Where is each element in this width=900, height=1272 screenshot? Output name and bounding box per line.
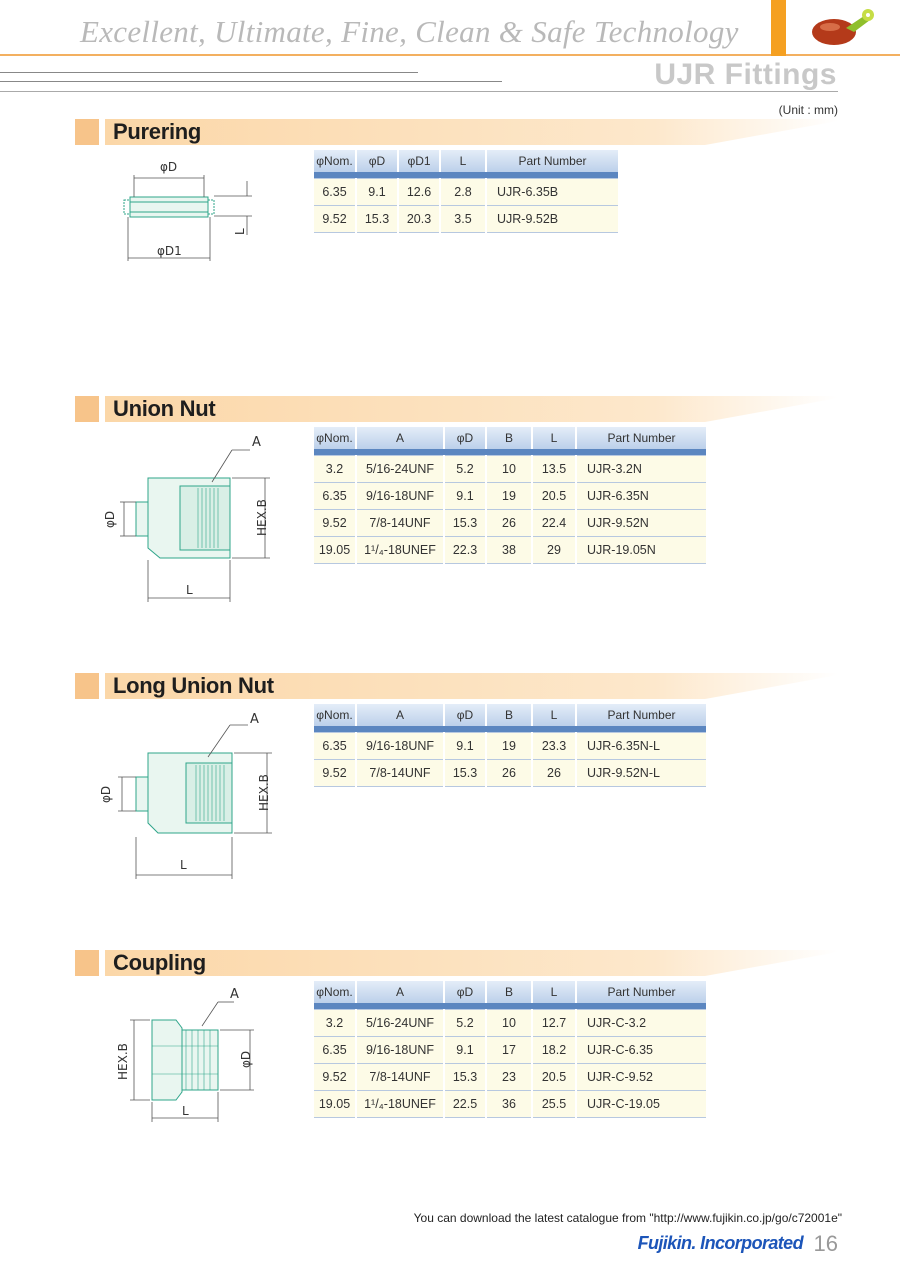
page-number: 16 xyxy=(813,1231,838,1256)
table-cell: 15.3 xyxy=(444,759,486,786)
table-cell: 20.3 xyxy=(398,205,440,232)
header-rule-right xyxy=(786,54,900,56)
label-a: A xyxy=(250,712,259,727)
column-header: φNom. xyxy=(314,427,356,449)
table-header-row xyxy=(314,704,706,726)
label-hex: HEX.B xyxy=(116,1043,130,1080)
column-header: φD1 xyxy=(398,150,440,172)
footer-download-note: You can download the latest catalogue from "http://www.fujikin.co.jp/go/c72001e" xyxy=(413,1211,842,1225)
table-header-row xyxy=(314,427,706,449)
label-l: L xyxy=(233,228,247,235)
table-cell: 20.5 xyxy=(532,482,576,509)
table-cell: 9.1 xyxy=(444,732,486,759)
label-l: L xyxy=(180,858,187,872)
table-cell: UJR-6.35N-L xyxy=(576,732,706,759)
table-cell: 13.5 xyxy=(532,455,576,482)
table-cell: 7/8-14UNF xyxy=(356,759,444,786)
table-row xyxy=(314,732,706,759)
table-cell: 5/16-24UNF xyxy=(356,455,444,482)
table-cell: 6.35 xyxy=(314,732,356,759)
label-d1: φD1 xyxy=(157,244,182,258)
table-cell: 26 xyxy=(486,509,532,536)
column-header: Part Number xyxy=(576,981,706,1003)
table-cell: 36 xyxy=(486,1090,532,1117)
page-title: UJR Fittings xyxy=(654,58,837,91)
table-row xyxy=(314,178,618,205)
table-cell: 22.4 xyxy=(532,509,576,536)
table-cell: 6.35 xyxy=(314,482,356,509)
section-title: Union Nut xyxy=(113,396,216,421)
table-cell: UJR-19.05N xyxy=(576,536,706,563)
table-cell: 6.35 xyxy=(314,1036,356,1063)
table-cell: UJR-3.2N xyxy=(576,455,706,482)
table-cell: UJR-C-19.05 xyxy=(576,1090,706,1117)
column-header: φNom. xyxy=(314,704,356,726)
column-header: B xyxy=(486,427,532,449)
section-union-nut xyxy=(75,394,840,424)
column-header: φD xyxy=(444,981,486,1003)
table-cell: 23.3 xyxy=(532,732,576,759)
table-row xyxy=(314,509,706,536)
table-cell: 19 xyxy=(486,482,532,509)
table-cell: 17 xyxy=(486,1036,532,1063)
union-nut-table xyxy=(314,427,706,564)
table-cell: 9/16-18UNF xyxy=(356,1036,444,1063)
label-l: L xyxy=(186,583,193,597)
label-d: φD xyxy=(103,510,117,528)
section-long-union-nut xyxy=(75,671,840,701)
column-header: Part Number xyxy=(486,150,618,172)
section-coupling xyxy=(75,948,840,978)
column-header: Part Number xyxy=(576,427,706,449)
table-cell: 19.05 xyxy=(314,1090,356,1117)
table-cell: 9.52 xyxy=(314,509,356,536)
column-header: Part Number xyxy=(576,704,706,726)
table-cell: 5.2 xyxy=(444,1009,486,1036)
section-header xyxy=(75,671,840,701)
header-tagline: Excellent, Ultimate, Fine, Clean & Safe Technology xyxy=(80,14,739,49)
table-cell: 29 xyxy=(532,536,576,563)
section-purering xyxy=(75,117,840,147)
table-row xyxy=(314,1009,706,1036)
table-cell: 12.7 xyxy=(532,1009,576,1036)
table-cell: 5/16-24UNF xyxy=(356,1009,444,1036)
table-cell: UJR-6.35B xyxy=(486,178,618,205)
table-cell: 9/16-18UNF xyxy=(356,732,444,759)
table-cell: 25.5 xyxy=(532,1090,576,1117)
column-header: A xyxy=(356,981,444,1003)
label-l: L xyxy=(182,1104,189,1118)
table-cell: UJR-9.52N xyxy=(576,509,706,536)
label-a: A xyxy=(252,435,261,450)
table-cell: 6.35 xyxy=(314,178,356,205)
column-header: L xyxy=(532,981,576,1003)
table-cell: 2.8 xyxy=(440,178,486,205)
section-header xyxy=(75,948,840,978)
table-cell: 5.2 xyxy=(444,455,486,482)
table-row xyxy=(314,205,618,232)
label-d: φD xyxy=(160,160,178,174)
table-cell: 22.5 xyxy=(444,1090,486,1117)
table-cell: 3.2 xyxy=(314,455,356,482)
table-row xyxy=(314,1036,706,1063)
table-cell: 7/8-14UNF xyxy=(356,1063,444,1090)
table-cell: 1¹/₄-18UNEF xyxy=(356,1090,444,1117)
column-header: φD xyxy=(444,427,486,449)
column-header: L xyxy=(532,427,576,449)
column-header: L xyxy=(532,704,576,726)
label-hex: HEX.B xyxy=(257,774,271,811)
column-header: L xyxy=(440,150,486,172)
table-cell: 9.52 xyxy=(314,1063,356,1090)
table-header-row xyxy=(314,150,618,172)
table-row xyxy=(314,1063,706,1090)
column-header: B xyxy=(486,981,532,1003)
table-cell: UJR-9.52B xyxy=(486,205,618,232)
table-cell: UJR-C-6.35 xyxy=(576,1036,706,1063)
section-header xyxy=(75,394,840,424)
table-row xyxy=(314,536,706,563)
table-cell: 22.3 xyxy=(444,536,486,563)
table-cell: 9.52 xyxy=(314,205,356,232)
column-header: φNom. xyxy=(314,150,356,172)
column-header: φD xyxy=(356,150,398,172)
section-header xyxy=(75,117,840,147)
table-cell: 19 xyxy=(486,732,532,759)
table-row xyxy=(314,455,706,482)
long-union-nut-drawing xyxy=(96,707,280,882)
table-cell: 10 xyxy=(486,455,532,482)
table-row xyxy=(314,1090,706,1117)
table-row xyxy=(314,482,706,509)
column-header: B xyxy=(486,704,532,726)
table-cell: 12.6 xyxy=(398,178,440,205)
header-line-1 xyxy=(0,72,418,73)
table-cell: UJR-9.52N-L xyxy=(576,759,706,786)
table-cell: 15.3 xyxy=(356,205,398,232)
table-cell: 9/16-18UNF xyxy=(356,482,444,509)
union-nut-drawing xyxy=(100,430,280,605)
brand-logo-icon xyxy=(806,6,876,50)
section-title: Coupling xyxy=(113,950,206,975)
header-accent-block xyxy=(771,0,786,56)
table-cell: 15.3 xyxy=(444,509,486,536)
label-d: φD xyxy=(99,785,113,803)
purering-table xyxy=(314,150,618,233)
table-header-row xyxy=(314,981,706,1003)
table-cell: UJR-6.35N xyxy=(576,482,706,509)
header-line-2 xyxy=(0,81,502,82)
column-header: φD xyxy=(444,704,486,726)
long-union-nut-table xyxy=(314,704,706,787)
table-cell: 9.1 xyxy=(356,178,398,205)
table-row xyxy=(314,759,706,786)
table-cell: 20.5 xyxy=(532,1063,576,1090)
column-header: A xyxy=(356,427,444,449)
table-cell: 7/8-14UNF xyxy=(356,509,444,536)
table-cell: 19.05 xyxy=(314,536,356,563)
column-header: φNom. xyxy=(314,981,356,1003)
coupling-drawing xyxy=(112,984,272,1124)
table-cell: 18.2 xyxy=(532,1036,576,1063)
table-cell: 9.1 xyxy=(444,1036,486,1063)
table-cell: UJR-C-3.2 xyxy=(576,1009,706,1036)
section-title: Long Union Nut xyxy=(113,673,274,698)
table-cell: UJR-C-9.52 xyxy=(576,1063,706,1090)
label-d: φD xyxy=(239,1050,253,1068)
section-title: Purering xyxy=(113,119,202,144)
table-cell: 3.2 xyxy=(314,1009,356,1036)
table-cell: 3.5 xyxy=(440,205,486,232)
coupling-table xyxy=(314,981,706,1118)
unit-note: (Unit : mm) xyxy=(778,103,838,117)
table-cell: 38 xyxy=(486,536,532,563)
table-cell: 23 xyxy=(486,1063,532,1090)
brand-name: Fujikin. Incorporated xyxy=(637,1233,803,1253)
label-hex: HEX.B xyxy=(255,499,269,536)
table-cell: 9.52 xyxy=(314,759,356,786)
table-cell: 26 xyxy=(486,759,532,786)
table-cell: 1¹/₄-18UNEF xyxy=(356,536,444,563)
table-cell: 26 xyxy=(532,759,576,786)
header-rule xyxy=(0,54,772,56)
column-header: A xyxy=(356,704,444,726)
purering-drawing xyxy=(112,155,272,265)
label-a: A xyxy=(230,987,239,1002)
table-cell: 10 xyxy=(486,1009,532,1036)
table-cell: 9.1 xyxy=(444,482,486,509)
table-cell: 15.3 xyxy=(444,1063,486,1090)
